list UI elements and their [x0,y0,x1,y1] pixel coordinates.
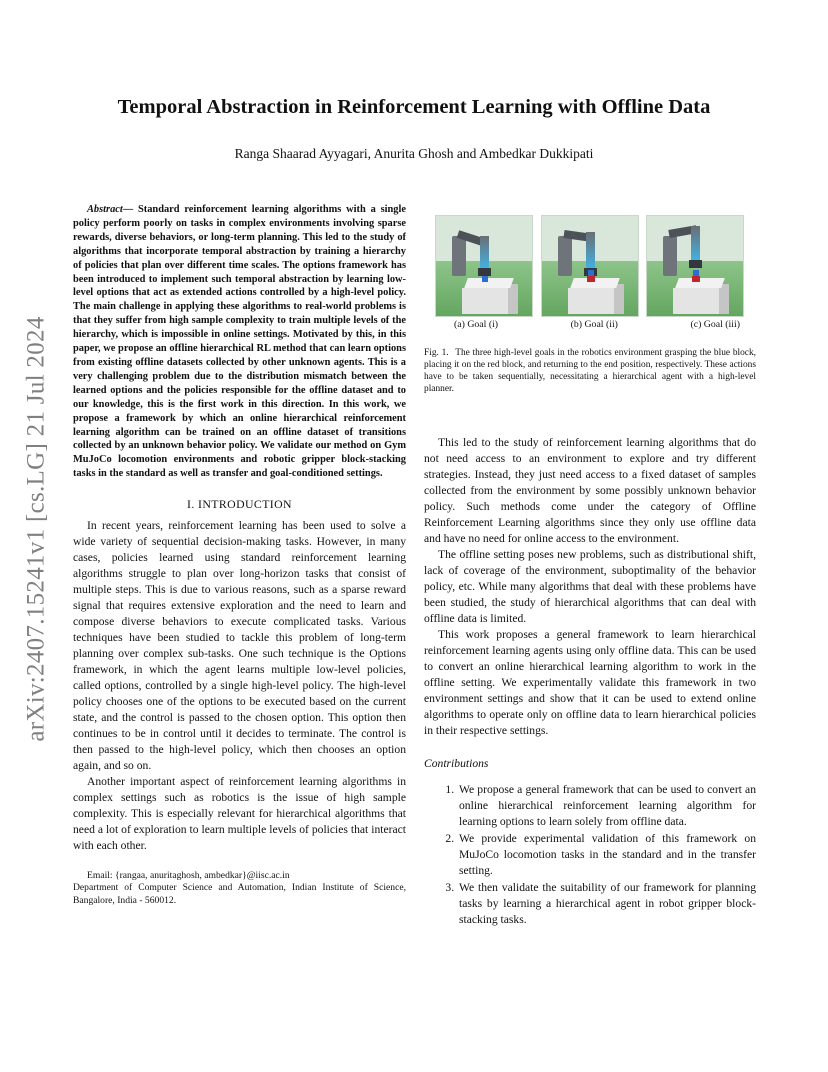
paper-title: Temporal Abstraction in Reinforcement Learning with Offline Data [117,96,711,118]
author-list: Ranga Shaarad Ayyagari, Anurita Ghosh and Ambedkar Dukkipati [234,146,594,161]
right-column [424,215,756,929]
robot-image-goal-ii [541,215,639,317]
subcaption-a: (a) Goal (i) [454,319,499,330]
section-heading-introduction: I. INTRODUCTION [187,497,292,512]
footnote-email: Email: {rangaa, anuritaghosh, ambedkar}@iisc.ac.in [87,870,290,882]
arxiv-identifier [22,296,52,762]
contribution-item: 2. We provide experimental validation of this framework on MuJoCo locomotion tasks in the standard and in the transfer setting. [457,831,756,879]
figure-caption-text: The three high-level goals in the robotics environment grasping the blue block, placing it on the red block, and returning to the end position, respectively. These actions have to be taken sequentially, necessitating a hierarchical agent with a high-level planner. [424,348,756,395]
right-paragraph-1: This led to the study of reinforcement learning algorithms that do not need access to an environment to explore and try different strategies. Instead, they just need access to a fixed dataset of samples collected from the environment by some possibly unknown behavior policy. Such methods come under the category of Offline Reinforcement Learning algorithms since they only use offline data and have no need for online access to the environment. [424,436,756,546]
figure-caption [424,347,756,395]
figure-label: Fig. 1. [424,348,449,358]
arxiv-identifier-text: arXiv:2407.15241v1 [cs.LG] 21 Jul 2024 [23,316,50,742]
right-paragraph-3: This work proposes a general framework to learn hierarchical reinforcement learning agents using only offline data. This can be used to convert an online hierarchical learning algorithm to work in the offline setting. We experimentally validate this framework in two environment settings and show that it can be used to extend online algorithms to operate only on offline data to learn hierarchical policies in their respective settings. [424,628,756,738]
abstract [73,203,406,481]
left-column [73,203,406,907]
contribution-item: 1. We propose a general framework that can be used to convert an online hierarchical reinforcement learning algorithm for learning options to learn solely from offline data. [457,782,756,830]
figure-robot-goals [424,215,756,325]
right-paragraph-2: The offline setting poses new problems, such as distributional shift, lack of coverage of the environment, suboptimality of the behavior policy, etc. While many algorithms that deal with these problems have been studied, the study of hierarchical algorithms that can deal with offline data is limited. [424,548,756,626]
robot-image-goal-i [435,215,533,317]
subcaption-c: (c) Goal (iii) [690,319,740,330]
contributions-heading: Contributions [424,757,489,771]
intro-paragraph-2: Another important aspect of reinforcement learning algorithms in complex settings such as robotics is the issue of high sample complexity. This is especially relevant for hierarchical algorithms that need a lot of exploration to learn multiple levels of policies that interact with each other. [73,775,406,853]
footnote [73,870,406,907]
intro-continued [424,435,756,739]
contribution-item: 3. We then validate the suitability of our framework for planning tasks by learning a hierarchical agent in robot gripper block-stacking tasks. [457,880,756,928]
abstract-label: Abstract [87,204,123,215]
robot-image-goal-iii [646,215,744,317]
contributions-list [424,782,756,928]
abstract-text: — Standard reinforcement learning algorithms with a single policy perform poorly on tasks in complex environments involving sparse rewards, diverse behaviors, or long-term planning. This led to the study of algorithms that incorporate temporal abstraction by training a hierarchy of policies that plan over different time scales. The options framework has been introduced to implement such temporal abstraction by learning low-level options that act as extended actions controlled by a high-level policy. The main challenge in applying these algorithms to real-world problems is that they suffer from high sample complexity to train multiple levels of the hierarchy, which is impossible in online settings. Motivated by this, in this paper, we propose an offline hierarchical RL method that can learn options from existing offline datasets collected by other unknown agents. This is a very challenging problem due to the distribution mismatch between the learned options and the policies responsible for the offline dataset and to our knowledge, this is the first work in this direction. In this work, we propose a framework by which an online hierarchical reinforcement learning algorithm can be trained on an offline dataset of transitions collected by an unknown behavior policy. We validate our method on Gym MuJoCo locomotion environments and robotic gripper block-stacking tasks in the standard as well as transfer and goal-conditioned settings. [73,204,406,480]
footnote-affiliation: Department of Computer Science and Automation, Indian Institute of Science, Bangalore, India - 560012. [73,882,406,906]
subcaption-b: (b) Goal (ii) [570,319,618,330]
intro-paragraph-1: In recent years, reinforcement learning has been used to solve a wide variety of sequential decision-making tasks. However, in many cases, policies learned using standard reinforcement learning algorithms struggle to plan over long-horizon tasks that consist of multiple steps. This is due to various reasons, such as a sparse reward signal that requires extensive exploration and the need to learn and compose diverse behaviors to execute complicated tasks. Various techniques have been studied to tackle this problem of long-term planning over complex sub-tasks. One such technique is the Options framework, in which the agent learns multiple low-level policies, called options, controlled by a single high-level policy. The high-level policy chooses one of the options to be executed based on the current state, and the control is passed to the chosen option. This option then continues to be in control until it decides to terminate. The control is then passed to the high-level policy, which then chooses an option again, and so on. [73,519,406,773]
